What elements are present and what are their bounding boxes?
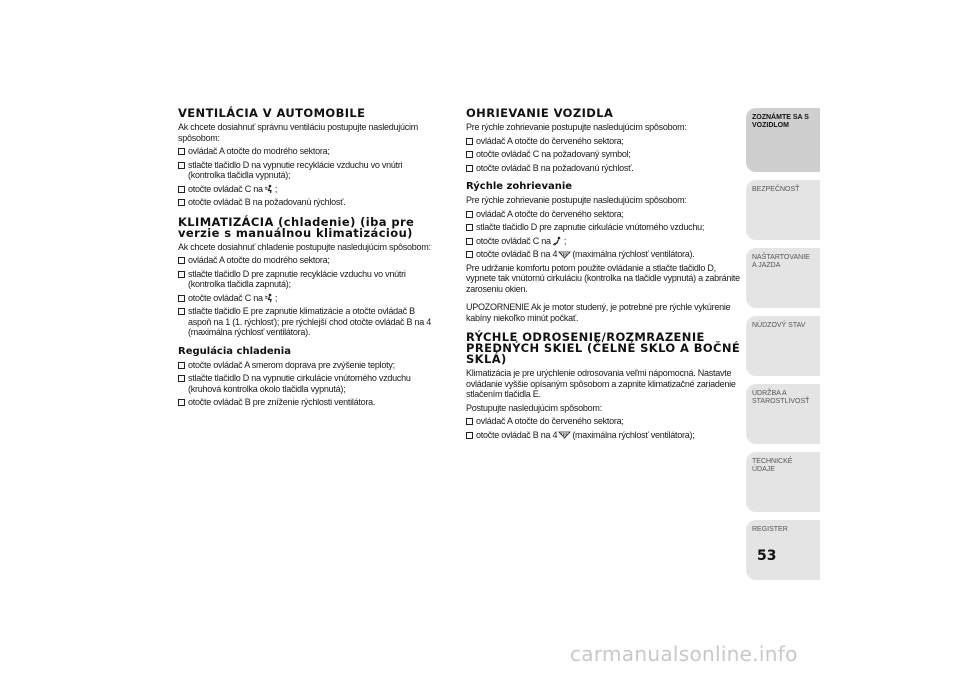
face-vent-icon	[264, 293, 274, 303]
checkbox-bullet-icon	[178, 162, 185, 169]
checkbox-bullet-icon	[466, 432, 473, 439]
bullet-list	[178, 146, 440, 208]
list-item: otočte ovládač B na 4 (maximálna rýchlosť ventilátora).	[466, 249, 742, 260]
watermark: carmanualsonline.info	[570, 642, 798, 666]
paragraph: Pre udržanie komfortu potom použite ovládanie a stlačte tlačidlo D, vypnete tak vnútornú cirkuláciu (kontrolka na tlačidle vypnutá) a zabránite zaroseniu okien.	[466, 262, 740, 294]
checkbox-bullet-icon	[466, 238, 473, 245]
bullet-list	[466, 416, 742, 440]
list-item: otočte ovládač C na ;	[178, 184, 440, 195]
tab-get-to-know-vehicle[interactable]: ZOZNÁMTE SA S VOZIDLOM	[746, 108, 820, 172]
checkbox-bullet-icon	[178, 271, 185, 278]
list-item: ovládač A otočte do modrého sektora;	[178, 146, 440, 157]
checkbox-bullet-icon	[466, 138, 473, 145]
checkbox-bullet-icon	[466, 211, 473, 218]
checkbox-bullet-icon	[466, 151, 473, 158]
face-vent-icon	[264, 184, 274, 194]
fan-speed-4-icon	[558, 431, 571, 439]
list-item: ovládač A otočte do červeného sektora;	[466, 209, 742, 220]
list-item: otočte ovládač B na požadovanú rýchlosť.	[178, 197, 440, 208]
paragraph: Klimatizácia je pre urýchlenie odrosovania veľmi nápomocná. Nastavte ovládanie vyššie opísaným spôsobom a zapnite klimatizačné zariadenie stlačením tlačidla E.	[466, 368, 736, 400]
paragraph: Ak chcete dosiahnuť chladenie postupujte nasledujúcim spôsobom:	[178, 241, 431, 252]
foot-vent-icon	[552, 236, 563, 246]
bullet-list	[466, 136, 742, 174]
list-item: stlačte tlačidlo D na vypnutie recyklácie vzduchu vo vnútri (kontrolka tlačidla vypnutá);	[178, 160, 440, 181]
list-item: ovládač A otočte do červeného sektora;	[466, 136, 742, 147]
checkbox-bullet-icon	[178, 199, 185, 206]
list-item: stlačte tlačidlo E pre zapnutie klimatizácie a otočte ovládač B aspoň na 1 (1. rýchlosť); pre rýchlejší chod otočte ovládač B na 4 (maximálna rýchlosť ventilátora).	[178, 306, 440, 338]
bullet-list	[466, 209, 742, 260]
checkbox-bullet-icon	[466, 165, 473, 172]
right-column	[466, 108, 742, 443]
section-title-air-conditioning: KLIMATIZÁCIA (chladenie) (iba pre verzie s manuálnou klimatizáciou)	[178, 214, 415, 240]
bullet-list	[178, 255, 440, 338]
tab-technical-data[interactable]: TECHNICKÉ ÚDAJE	[746, 452, 820, 512]
chapter-tabs	[746, 108, 820, 588]
checkbox-bullet-icon	[466, 224, 473, 231]
bullet-list	[178, 360, 440, 408]
list-item: ovládač A otočte do modrého sektora;	[178, 255, 440, 266]
subsection-title-quick-heating: Rýchle zohrievanie	[466, 181, 573, 192]
paragraph: Pre rýchle zohrievanie postupujte nasledujúcim spôsobom:	[466, 195, 687, 205]
checkbox-bullet-icon	[178, 362, 185, 369]
tab-safety[interactable]: BEZPEČNOSŤ	[746, 180, 820, 240]
list-item: stlačte tlačidlo D na vypnutie cirkulácie vnútorného vzduchu (kruhová kontrolka okolo tlačidla vypnutá);	[178, 373, 440, 394]
fan-speed-4-icon	[558, 251, 571, 259]
warning-paragraph: UPOZORNENIE Ak je motor studený, je potrebné pre rýchle vykúrenie kabíny niekoľko minút počkať.	[466, 302, 731, 323]
paragraph: Pre rýchle zohrievanie postupujte nasledujúcim spôsobom:	[466, 122, 687, 132]
list-item: ovládač A otočte do červeného sektora;	[466, 416, 742, 427]
section-title-defrost: RÝCHLE ODROSENIE/ROZMRAZENIE PREDNÝCH SKIEL (ČELNÉ SKLO A BOČNÉ SKLÁ)	[466, 330, 741, 367]
tab-emergency[interactable]: NÚDZOVÝ STAV	[746, 316, 820, 376]
checkbox-bullet-icon	[178, 399, 185, 406]
section-title-ventilation: VENTILÁCIA V AUTOMOBILE	[178, 106, 366, 120]
checkbox-bullet-icon	[178, 375, 185, 382]
checkbox-bullet-icon	[178, 257, 185, 264]
paragraph: Ak chcete dosiahnuť správnu ventiláciu postupujte nasledujúcim spôsobom:	[178, 122, 419, 143]
checkbox-bullet-icon	[178, 295, 185, 302]
list-item: stlačte tlačidlo D pre zapnutie cirkulácie vnútorného vzduchu;	[466, 222, 742, 233]
list-item: otočte ovládač C na ;	[466, 236, 742, 247]
list-item: otočte ovládač C na ;	[178, 293, 440, 304]
checkbox-bullet-icon	[466, 251, 473, 258]
list-item: otočte ovládač A smerom doprava pre zvýšenie teploty;	[178, 360, 440, 371]
checkbox-bullet-icon	[178, 308, 185, 315]
left-column	[178, 108, 440, 411]
tab-index[interactable]: REGISTER	[746, 520, 820, 580]
list-item: otočte ovládač B pre zníženie rýchlosti ventilátora.	[178, 397, 440, 408]
subsection-title-cooling-regulation: Regulácia chladenia	[178, 345, 291, 357]
tab-starting-driving[interactable]: NAŠTARTOVANIE A JAZDA	[746, 248, 820, 308]
list-item: otočte ovládač B na 4 (maximálna rýchlosť ventilátora);	[466, 430, 742, 441]
section-title-heating: OHRIEVANIE VOZIDLA	[466, 106, 614, 120]
tab-maintenance[interactable]: ÚDRŽBA A STAROSTLIVOSŤ	[746, 384, 820, 444]
page-number: 53	[757, 548, 777, 564]
list-item: otočte ovládač C na požadovaný symbol;	[466, 149, 742, 160]
list-item: stlačte tlačidlo D pre zapnutie recyklácie vzduchu vo vnútri (kontrolka tlačidla zapnutá);	[178, 269, 440, 290]
checkbox-bullet-icon	[466, 418, 473, 425]
list-item: otočte ovládač B na požadovanú rýchlosť.	[466, 163, 742, 174]
paragraph: Postupujte nasledujúcim spôsobom:	[466, 402, 602, 413]
checkbox-bullet-icon	[178, 148, 185, 155]
checkbox-bullet-icon	[178, 186, 185, 193]
